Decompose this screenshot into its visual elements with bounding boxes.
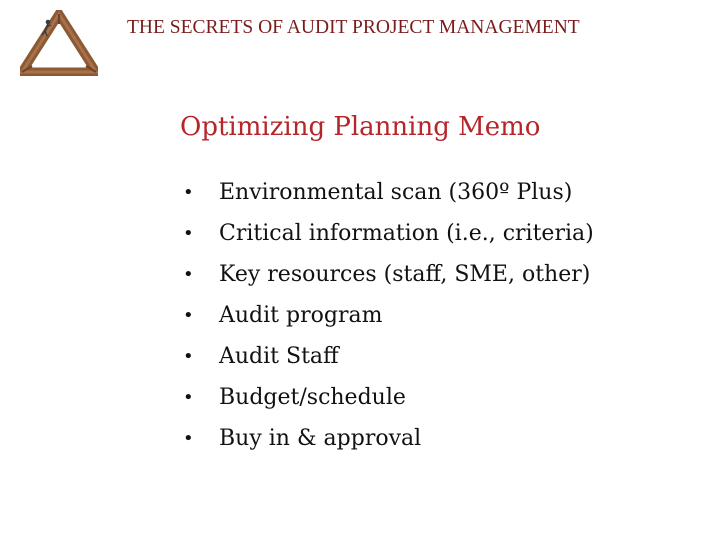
bullet-list xyxy=(183,176,683,463)
bullet-text: Buy in & approval xyxy=(219,426,422,451)
slide-title: Optimizing Planning Memo xyxy=(180,112,541,142)
bullet-dot-icon: • xyxy=(183,387,194,408)
bullet-text: Audit program xyxy=(219,303,383,328)
bullet-dot-icon: • xyxy=(183,264,194,285)
bullet-text: Critical information (i.e., criteria) xyxy=(219,221,594,246)
header-title: THE SECRETS OF AUDIT PROJECT MANAGEMENT xyxy=(127,17,580,38)
bullet-text: Environmental scan (360º Plus) xyxy=(219,180,573,205)
bullet-item xyxy=(183,258,683,299)
bullet-item xyxy=(183,299,683,340)
bullet-text: Key resources (staff, SME, other) xyxy=(219,262,591,287)
bullet-dot-icon: • xyxy=(183,182,194,203)
bullet-item xyxy=(183,217,683,258)
bullet-dot-icon: • xyxy=(183,223,194,244)
bullet-dot-icon: • xyxy=(183,346,194,367)
impossible-triangle-logo-icon xyxy=(20,10,98,76)
bullet-item xyxy=(183,176,683,217)
bullet-item xyxy=(183,381,683,422)
bullet-item xyxy=(183,340,683,381)
bullet-dot-icon: • xyxy=(183,305,194,326)
bullet-item xyxy=(183,422,683,463)
bullet-text: Budget/schedule xyxy=(219,385,406,410)
bullet-dot-icon: • xyxy=(183,428,194,449)
bullet-text: Audit Staff xyxy=(219,344,339,369)
